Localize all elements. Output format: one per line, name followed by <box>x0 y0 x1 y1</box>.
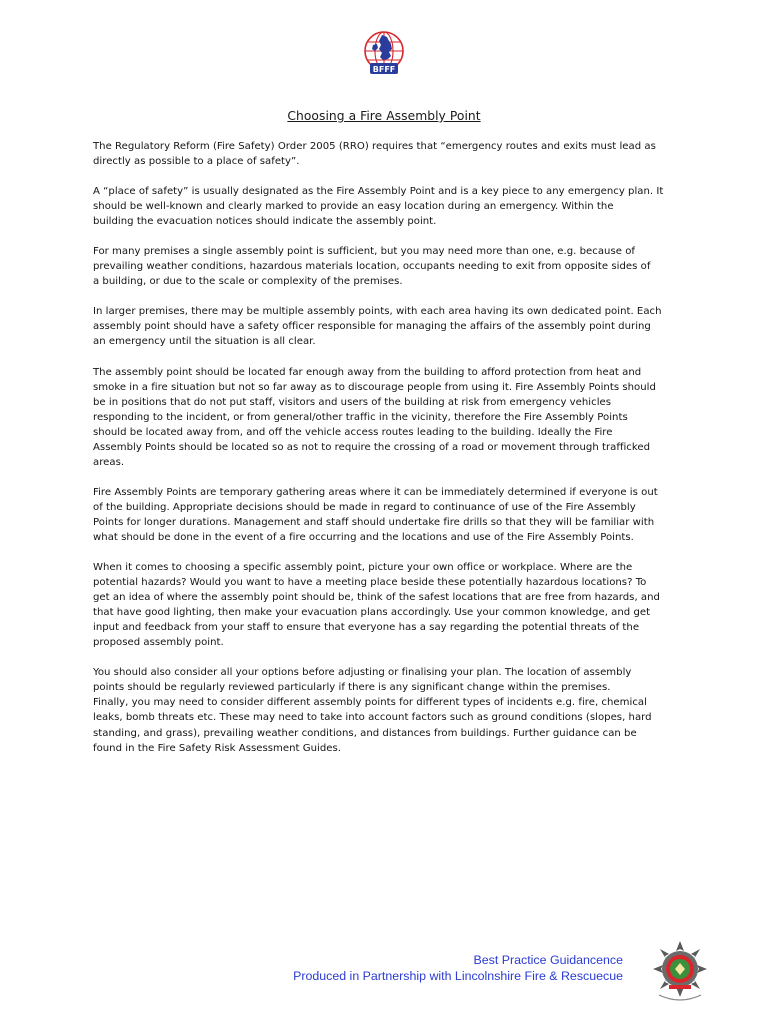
footer-partnership-tail: cue <box>603 969 623 983</box>
paragraph: For many premises a single assembly point is sufficient, but you may need more than one, e.g. because of prevailing weather conditions, hazardous materials location, occupants needing to exit from opposite sides of a building, or due to the scale or complexity of the premises. <box>93 246 651 288</box>
footer-line-2 <box>200 968 638 984</box>
logo-lettering: BFFF <box>372 65 396 74</box>
bfff-globe-logo <box>358 30 410 78</box>
paragraph: Fire Assembly Points are temporary gathering areas where it can be immediately determined if everyone is out of the building. Appropriate decisions should be made in regard to continuance of use of the Fire Assembly Points for longer durations. Management and staff should undertake fire drills so that they will be familiar with what should be done in the event of a fire occurring and the locations and use of the Fire Assembly Points. <box>93 486 658 543</box>
paragraph: You should also consider all your options before adjusting or finalising your plan. The location of assembly points should be regularly reviewed particularly if there is any significant change within the premises. <box>93 667 632 694</box>
paragraph: Finally, you may need to consider different assembly points for different types of incidents e.g. fire, chemical leaks, bomb threats etc. These may need to take into account factors such as ground conditions (slopes, hard standing, and grass), prevailing weather conditions, and distances from buildings. Further guidance can be found in the Fire Safety Risk Assessment Guides. <box>93 697 652 754</box>
document-body <box>93 139 683 771</box>
footer-partnership-label: Produced in Partnership with Lincolnshire Fire & Rescue <box>293 969 603 983</box>
footer-guidance-label: Best Practice Guidance <box>473 953 603 967</box>
footer-line-1 <box>200 952 638 968</box>
footer-guidance-tail: nce <box>603 953 623 967</box>
paragraph: In larger premises, there may be multiple assembly points, with each area having its own dedicated point. Each assembly point should have a safety officer responsible for managing the affairs of the assembly point during an emergency until the situation is all clear. <box>93 306 662 348</box>
fire-rescue-crest-icon <box>651 939 709 1005</box>
page-title: Choosing a Fire Assembly Point <box>287 109 481 123</box>
page-footer <box>200 952 638 984</box>
paragraph: The assembly point should be located far enough away from the building to afford protection from heat and smoke in a fire situation but not so far away as to discourage people from using it. Fire Assembly Points should be in positions that do not put staff, visitors and users of the building at risk from emergency vehicles responding to the incident, or from general/other traffic in the vicinity, therefore the Fire Assembly Points should be located away from, and off the vehicle access routes leading to the building. Ideally the Fire Assembly Points should be located so as not to require the crossing of a road or movement through trafficked areas. <box>93 366 656 468</box>
paragraph: The Regulatory Reform (Fire Safety) Order 2005 (RRO) requires that “emergency routes and exits must lead as directly as possible to a place of safety”. <box>93 141 656 168</box>
paragraph: When it comes to choosing a specific assembly point, picture your own office or workplace. Where are the potential hazards? Would you want to have a meeting place beside these potentially hazardous locations? To get an idea of where the assembly point should be, think of the safest locations that are free from hazards, and that have good lighting, then make your evacuation plans accordingly. Use your common knowledge, and get input and feedback from your staff to ensure that everyone has a say regarding the potential threats of the proposed assembly point. <box>93 562 660 649</box>
paragraph: A “place of safety” is usually designated as the Fire Assembly Point and is a key piece to any emergency plan. It should be well-known and clearly marked to provide an easy location during an emergency. Within the building the evacuation notices should indicate the assembly point. <box>93 186 664 228</box>
